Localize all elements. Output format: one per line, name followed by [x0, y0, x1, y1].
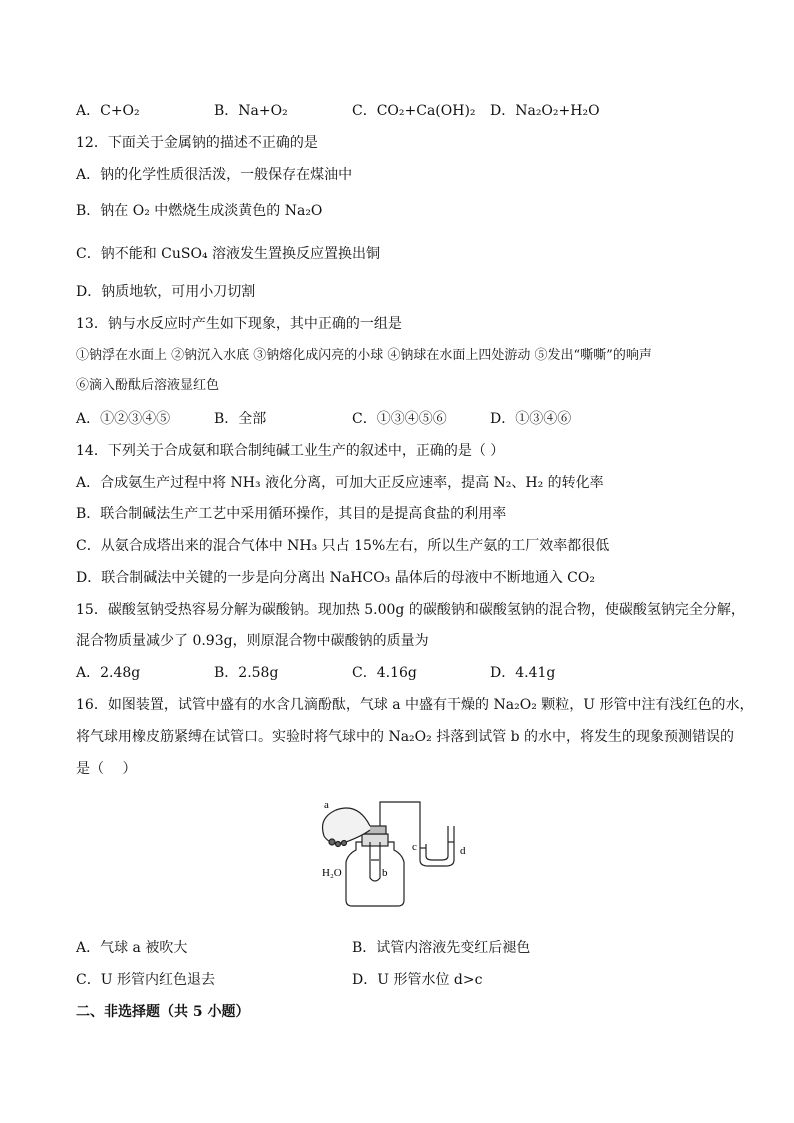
label-c: c: [412, 841, 417, 853]
q13-list-2: ⑥滴入酚酞后溶液显红色: [76, 378, 220, 393]
q15-stem-line-2: 混合物质量减少了 0.93g，则原混合物中碳酸钠的质量为: [76, 633, 429, 649]
q14-option-c: C．从氨合成塔出来的混合气体中 NH₃ 只占 15%左右，所以生产氨的工厂效率都很低: [76, 538, 610, 554]
label-d: d: [460, 845, 466, 857]
flask-outline: [346, 842, 404, 906]
q12-option-b: B．钠在 O₂ 中燃烧生成淡黄色的 Na₂O: [76, 203, 323, 219]
label-h2o: H₂O: [322, 867, 342, 879]
q14-stem: 14．下列关于合成氨和联合制纯碱工业生产的叙述中，正确的是（ ）: [76, 443, 505, 459]
q11-option-a: A．C+O₂: [76, 103, 140, 119]
q16-stem-line-3: 是（ ）: [76, 761, 137, 777]
q14-option-d: D．联合制碱法中关键的一步是向分离出 NaHCO₃ 晶体后的母液中不断地通入 CO₂: [76, 570, 595, 586]
q16-option-d: D．U 形管水位 d>c: [352, 972, 483, 988]
section-2-heading: 二、非选择题（共 5 小题）: [76, 1004, 250, 1020]
q15-option-d: D．4.41g: [490, 665, 556, 681]
q14-option-a: A．合成氨生产过程中将 NH₃ 液化分离，可加大正反应速率，提高 N₂、H₂ 的转化率: [76, 475, 604, 491]
q13-option-d: D．①③④⑥: [490, 411, 572, 427]
q16-stem-line-1: 16．如图装置，试管中盛有的水含几滴酚酞，气球 a 中盛有干燥的 Na₂O₂ 颗粒，U 形管中注有浅红色的水，: [76, 697, 754, 713]
q12-option-c: C．钠不能和 CuSO₄ 溶液发生置换反应置换出铜: [76, 246, 381, 262]
q12-stem: 12．下面关于金属钠的描述不正确的是: [76, 135, 318, 151]
label-a: a: [324, 799, 329, 811]
q13-option-a: A．①②③④⑤: [76, 411, 171, 427]
apparatus-figure: [318, 796, 478, 910]
q12-option-d: D．钠质地软，可用小刀切割: [76, 284, 256, 300]
q16-option-a: A．气球 a 被吹大: [76, 940, 188, 956]
q16-option-c: C．U 形管内红色退去: [76, 972, 215, 988]
q15-stem-line-1: 15．碳酸氢钠受热容易分解为碳酸钠。现加热 5.00g 的碳酸钠和碳酸氢钠的混合物，使碳酸氢钠完全分解，: [76, 602, 745, 618]
q15-option-b: B．2.58g: [214, 665, 279, 681]
q13-stem: 13．钠与水反应时产生如下现象，其中正确的一组是: [76, 316, 402, 332]
q13-option-c: C．①③④⑤⑥: [352, 411, 447, 427]
test-tube-b: [370, 842, 380, 881]
q12-option-a: A．钠的化学性质很活泼，一般保存在煤油中: [76, 167, 353, 183]
q11-option-d: D．Na₂O₂+H₂O: [490, 103, 600, 119]
q16-stem-line-2: 将气球用橡皮筋紧缚在试管口。实验时将气球中的 Na₂O₂ 抖落到试管 b 的水中，将发生的现象预测错误的: [76, 729, 735, 745]
apparatus-drawing: [318, 796, 478, 910]
q13-list-1: ①钠浮在水面上 ②钠沉入水底 ③钠熔化成闪亮的小球 ④钠球在水面上四处游动 ⑤发出“嘶嘶”的响声: [76, 348, 652, 363]
q15-option-c: C．4.16g: [352, 665, 417, 681]
q11-option-b: B．Na+O₂: [214, 103, 288, 119]
q13-option-b: B．全部: [214, 411, 267, 427]
q15-option-a: A．2.48g: [76, 665, 141, 681]
q14-option-b: B．联合制碱法生产工艺中采用循环操作，其目的是提高食盐的利用率: [76, 506, 507, 522]
q11-option-c: C．CO₂+Ca(OH)₂: [352, 103, 476, 119]
q16-option-b: B．试管内溶液先变红后褪色: [352, 940, 531, 956]
label-b: b: [382, 867, 388, 879]
stopper: [362, 834, 388, 846]
